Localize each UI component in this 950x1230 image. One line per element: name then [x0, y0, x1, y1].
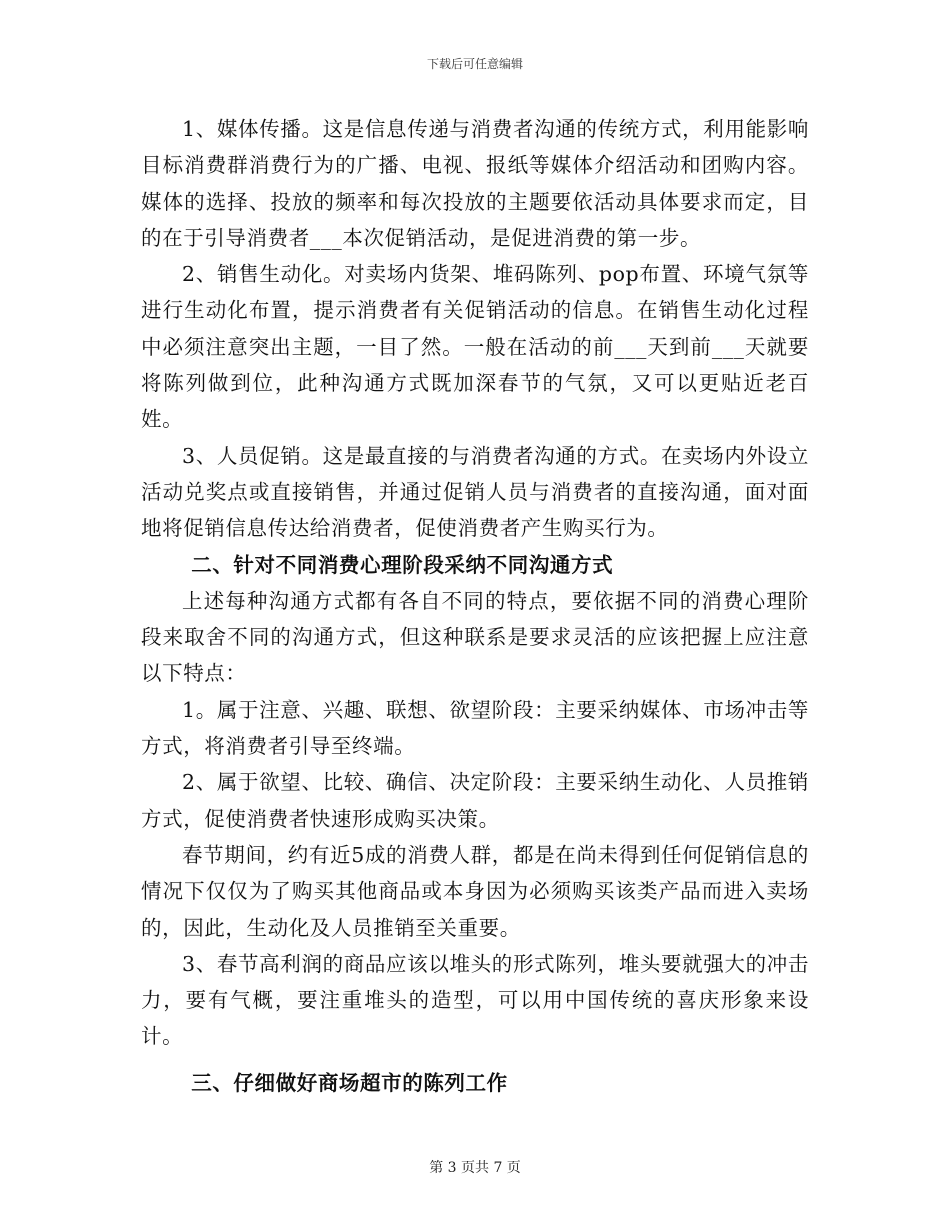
- section-heading-3: 三、仔细做好商场超市的陈列工作: [191, 1070, 508, 1095]
- paragraph-display-stacks: 3、春节高利润的商品应该以堆头的形式陈列，堆头要就强大的冲击力，要有气概，要注重堆头的造型，可以用中国传统的喜庆形象来设计。: [141, 951, 809, 1049]
- section-heading-2: 二、针对不同消费心理阶段采纳不同沟通方式: [191, 552, 614, 577]
- paragraph-spring-festival: 春节期间，约有近5成的消费人群，都是在尚未得到任何促销信息的情况下仅仅为了购买其他商品或本身因为必须购买该类产品而进入卖场的，因此，生动化及人员推销至关重要。: [141, 842, 809, 940]
- page-header: 下载后可任意编辑: [426, 57, 523, 71]
- paragraph-personnel-promotion: 3、人员促销。这是最直接的与消费者沟通的方式。在卖场内外设立活动兑奖点或直接销售，并通过促销人员与消费者的直接沟通，面对面地将促销信息传达给消费者，促使消费者产生购买行为。: [141, 443, 809, 541]
- document-body: [141, 111, 809, 1101]
- paragraph-media-promotion: 1、媒体传播。这是信息传递与消费者沟通的传统方式，利用能影响目标消费群消费行为的广播、电视、报纸等媒体介绍活动和团购内容。媒体的选择、投放的频率和每次投放的主题要依活动具体要求而定，目的在于引导消费者___本次促销活动，是促进消费的第一步。: [141, 117, 809, 250]
- paragraph-sales-vivid: 2、销售生动化。对卖场内货架、堆码陈列、pop布置、环境气氛等进行生动化布置，提示消费者有关促销活动的信息。在销售生动化过程中必须注意突出主题，一目了然。一般在活动的前___天到前___天就要将陈列做到位，此种沟通方式既加深春节的气氛，又可以更贴近老百姓。: [141, 262, 809, 432]
- page-footer: 第 3 页共 7 页: [429, 1160, 521, 1176]
- paragraph-stage-2: 2、属于欲望、比较、确信、决定阶段：主要采纳生动化、人员推销方式，促使消费者快速形成购买决策。: [141, 770, 809, 831]
- paragraph-intro-stages: 上述每种沟通方式都有各自不同的特点，要依据不同的消费心理阶段来取舍不同的沟通方式，但这种联系是要求灵活的应该把握上应注意以下特点：: [141, 588, 809, 686]
- paragraph-stage-1: 1。属于注意、兴趣、联想、欲望阶段：主要采纳媒体、市场冲击等方式，将消费者引导至终端。: [141, 697, 809, 759]
